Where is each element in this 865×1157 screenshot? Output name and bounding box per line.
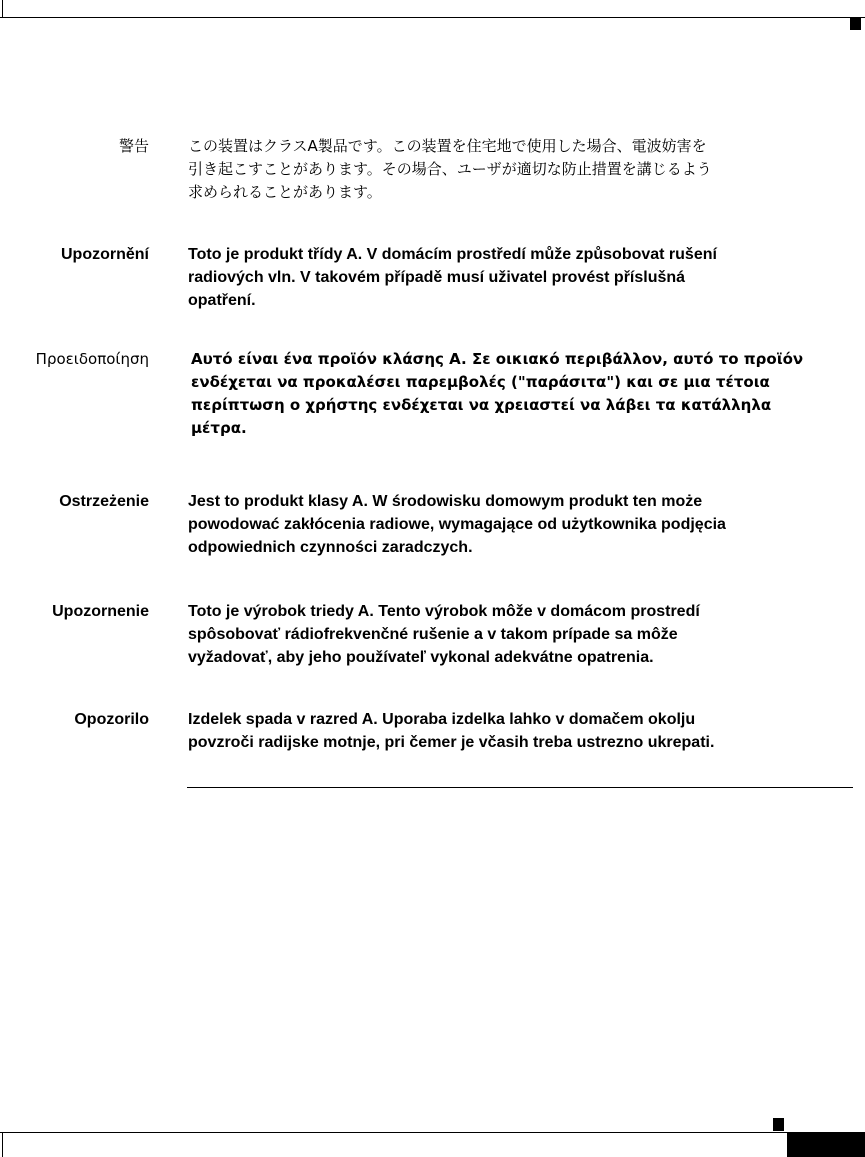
warning-label-czech: Upozornění (61, 246, 149, 263)
warning-text-japanese (188, 135, 848, 204)
warning-label-greek: Προειδοποίηση (35, 350, 149, 368)
warning-text-czech (188, 243, 848, 312)
warning-text-slovenian-line: Izdelek spada v razred A. Uporaba izdelka lahko v domačem okolju (188, 711, 696, 728)
bottom-right-marker (773, 1118, 784, 1131)
warning-text-greek-line: Αυτό είναι ένα προϊόν κλάσης A. Σε οικιακό περιβάλλον, αυτό το προϊόν (191, 350, 804, 368)
warning-label-slovenian: Opozorilo (74, 711, 149, 728)
warning-text-slovak-line: spôsobovať rádiofrekvenčné rušenie a v takom prípade sa môže (188, 626, 678, 643)
warning-label-slovak: Upozornenie (52, 603, 149, 620)
warning-text-japanese-line: この装置はクラスA製品です。この装置を住宅地で使用した場合、電波妨害を (188, 137, 707, 155)
warning-text-greek-line: μέτρα. (191, 419, 247, 437)
bottom-rule (0, 1132, 865, 1133)
warning-text-greek-line: ενδέχεται να προκαλέσει παρεμβολές ("παράσιτα") και σε μια τέτοια (191, 373, 770, 391)
warning-text-czech-line: Toto je produkt třídy A. V domácím prostředí může způsobovat rušení (188, 246, 717, 263)
warning-text-polish-line: powodować zakłócenia radiowe, wymagające od użytkownika podjęcia (188, 516, 726, 533)
warning-text-japanese-line: 求められることがあります。 (188, 183, 382, 201)
warning-text-polish (188, 490, 848, 559)
warning-label-polish: Ostrzeżenie (59, 493, 149, 510)
top-right-marker (850, 17, 861, 30)
top-left-tick (2, 0, 3, 18)
warning-text-polish-line: Jest to produkt klasy A. W środowisku domowym produkt ten może (188, 493, 703, 510)
warning-text-slovak-line: Toto je výrobok triedy A. Tento výrobok môže v domácom prostredí (188, 603, 700, 620)
section-end-rule (187, 787, 853, 788)
warning-text-czech-line: radiových vln. V takovém případě musí uživatel provést příslušná (188, 269, 686, 286)
bottom-left-tick (2, 1132, 3, 1157)
warning-text-slovak (188, 600, 848, 669)
warning-text-japanese-line: 引き起こすことがあります。その場合、ユーザが適切な防止措置を講じるよう (188, 160, 712, 178)
warning-text-slovenian (188, 708, 848, 754)
top-rule (0, 17, 865, 18)
page-number-tab (787, 1133, 865, 1157)
warning-text-slovenian-line: povzroči radijske motnje, pri čemer je včasih treba ustrezno ukrepati. (188, 734, 715, 751)
warning-text-greek-line: περίπτωση ο χρήστης ενδέχεται να χρειαστεί να λάβει τα κατάλληλα (191, 396, 772, 414)
warning-text-slovak-line: vyžadovať, aby jeho používateľ vykonal adekvátne opatrenia. (188, 649, 654, 666)
warning-label-japanese: 警告 (118, 137, 149, 155)
warning-text-czech-line: opatření. (188, 292, 256, 309)
warning-text-polish-line: odpowiednich czynności zaradczych. (188, 539, 473, 556)
warning-text-greek (191, 348, 851, 440)
